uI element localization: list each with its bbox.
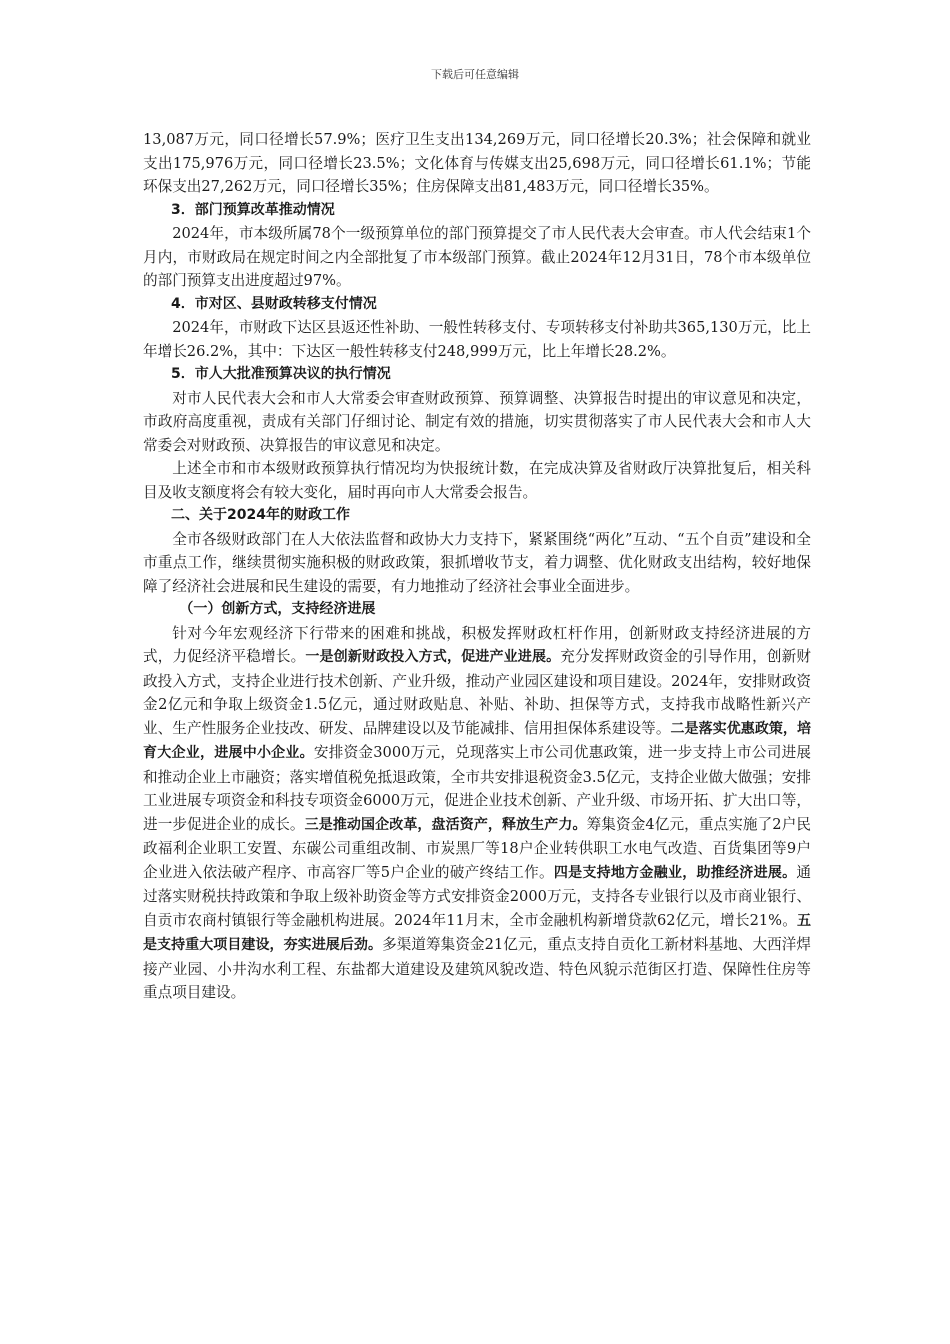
text-point-five: 多渠道筹集资金21亿元，重点支持自贡化工新材料基地、大西洋焊接产业园、小井沟水利工程、东盐都大道建设及建筑风貌改造、特色风貌示范街区打造、保障性住房等重点项目建设。 xyxy=(143,936,812,1001)
bold-point-three: 三是推动国企改革，盘活资产，释放生产力。 xyxy=(304,816,587,833)
heading-subsection-one: （一）创新方式，支持经济进展 xyxy=(179,601,376,617)
text-point-four: 通过落实财税扶持政策和争取上级补助资金等方式安排资金2000万元，支持各专业银行以及市商业银行、自贡市农商村镇银行等金融机构进展。2024年11月末，全市金融机构新增贷款62亿元，增长21%。 xyxy=(143,863,811,929)
heading-transfer-payments: 4．市对区、县财政转移支付情况 xyxy=(171,295,377,312)
paragraph-continued: 13,087万元，同口径增长57.9%；医疗卫生支出134,269万元，同口径增长20.3%；社会保障和就业支出175,976万元，同口径增长23.5%；文化体育与传媒支出25,698万元，同口径增长61.1%；节能环保支出27,262万元，同口径增长35%；住房保障支出81,483万元，同口径增长35%。 xyxy=(143,131,811,195)
bold-point-one: 一是创新财政投入方式，促进产业进展。 xyxy=(305,649,561,665)
text-intro: 针对今年宏观经济下行带来的困难和挑战，积极发挥财政杠杆作用，创新财政支持经济进展的方式，力促经济平稳增长。 xyxy=(143,624,811,665)
text-point-two: 安排资金3000万元，兑现落实上市公司优惠政策，进一步支持上市公司进展和推动企业上市融资；落实增值税免抵退政策，全市共安排退税资金3.5亿元，支持企业做大做强；安排工业进展专项资金和科技专项资金6000万元，促进企业技术创新、产业升级、市场开拓、扩大出口等，进一步促进企业的成长。 xyxy=(143,744,811,833)
bold-point-five: 五是支持重大项目建设，夯实进展后劲。 xyxy=(143,912,811,953)
page-header: 下载后可任意编辑 xyxy=(431,68,519,81)
paragraph-flash-statistics: 上述全市和市本级财政预算执行情况均为快报统计数，在完成决算及省财政厅决算批复后，相关科目及收支额度将会有较大变化，届时再向市人大常委会报告。 xyxy=(143,460,811,501)
text-point-three: 筹集资金4亿元，重点实施了2户民政福利企业职工安置、东碳公司重组改制、市炭黑厂等18户企业转供职工水电气改造、百货集团等9户企业进入依法破产程序、市高容厂等5户企业的破产终结工作。 xyxy=(143,815,811,881)
document-body xyxy=(143,128,811,1005)
text-point-one: 充分发挥财政资金的引导作用，创新财政投入方式，支持企业进行技术创新、产业升级，推动产业园区建设和项目建设。2024年，安排财政资金2亿元和争取上级资金1.5亿元，通过财政贴息、补贴、补助、担保等方式，支持我市战略性新兴产业、生产性服务企业技改、研发、品牌建设以及节能减排、信用担保体系建设等。 xyxy=(143,648,811,737)
heading-dept-budget-reform: 3．部门预算改革推动情况 xyxy=(171,201,335,218)
heading-section-two: 二、关于2024年的财政工作 xyxy=(171,507,350,523)
bold-point-two: 二是落实优惠政策，培育大企业，进展中小企业。 xyxy=(143,720,811,761)
paragraph-section-two: 全市各级财政部门在人大依法监督和政协大力支持下，紧紧围绕“两化”互动、“五个自贡”建设和全市重点工作，继续贯彻实施积极的财政政策，狠抓增收节支，着力调整、优化财政支出结构，较好地保障了经济社会进展和民生建设的需要，有力地推动了经济社会事业全面进步。 xyxy=(143,530,811,595)
paragraph-transfer-payments: 2024年，市财政下达区县返还性补助、一般性转移支付、专项转移支付补助共365,130万元，比上年增长26.2%，其中：下达区一般性转移支付248,999万元，比上年增长28.2%。 xyxy=(143,319,811,360)
paragraph-dept-budget-reform: 2024年，市本级所属78个一级预算单位的部门预算提交了市人民代表大会审查。市人代会结束1个月内，市财政局在规定时间之内全部批复了市本级部门预算。截止2024年12月31日，78个市本级单位的部门预算支出进度超过97%。 xyxy=(143,225,811,289)
paragraph-budget-resolution: 对市人民代表大会和市人大常委会审查财政预算、预算调整、决算报告时提出的审议意见和决定，市政府高度重视，责成有关部门仔细讨论、制定有效的措施，切实贯彻落实了市人民代表大会和市人大常委会对财政预、决算报告的审议意见和决定。 xyxy=(143,389,811,454)
heading-budget-resolution: 5．市人大批准预算决议的执行情况 xyxy=(171,366,391,382)
paragraph-subsection-one xyxy=(143,622,811,1005)
bold-point-four: 四是支持地方金融业，助推经济进展。 xyxy=(553,864,797,881)
